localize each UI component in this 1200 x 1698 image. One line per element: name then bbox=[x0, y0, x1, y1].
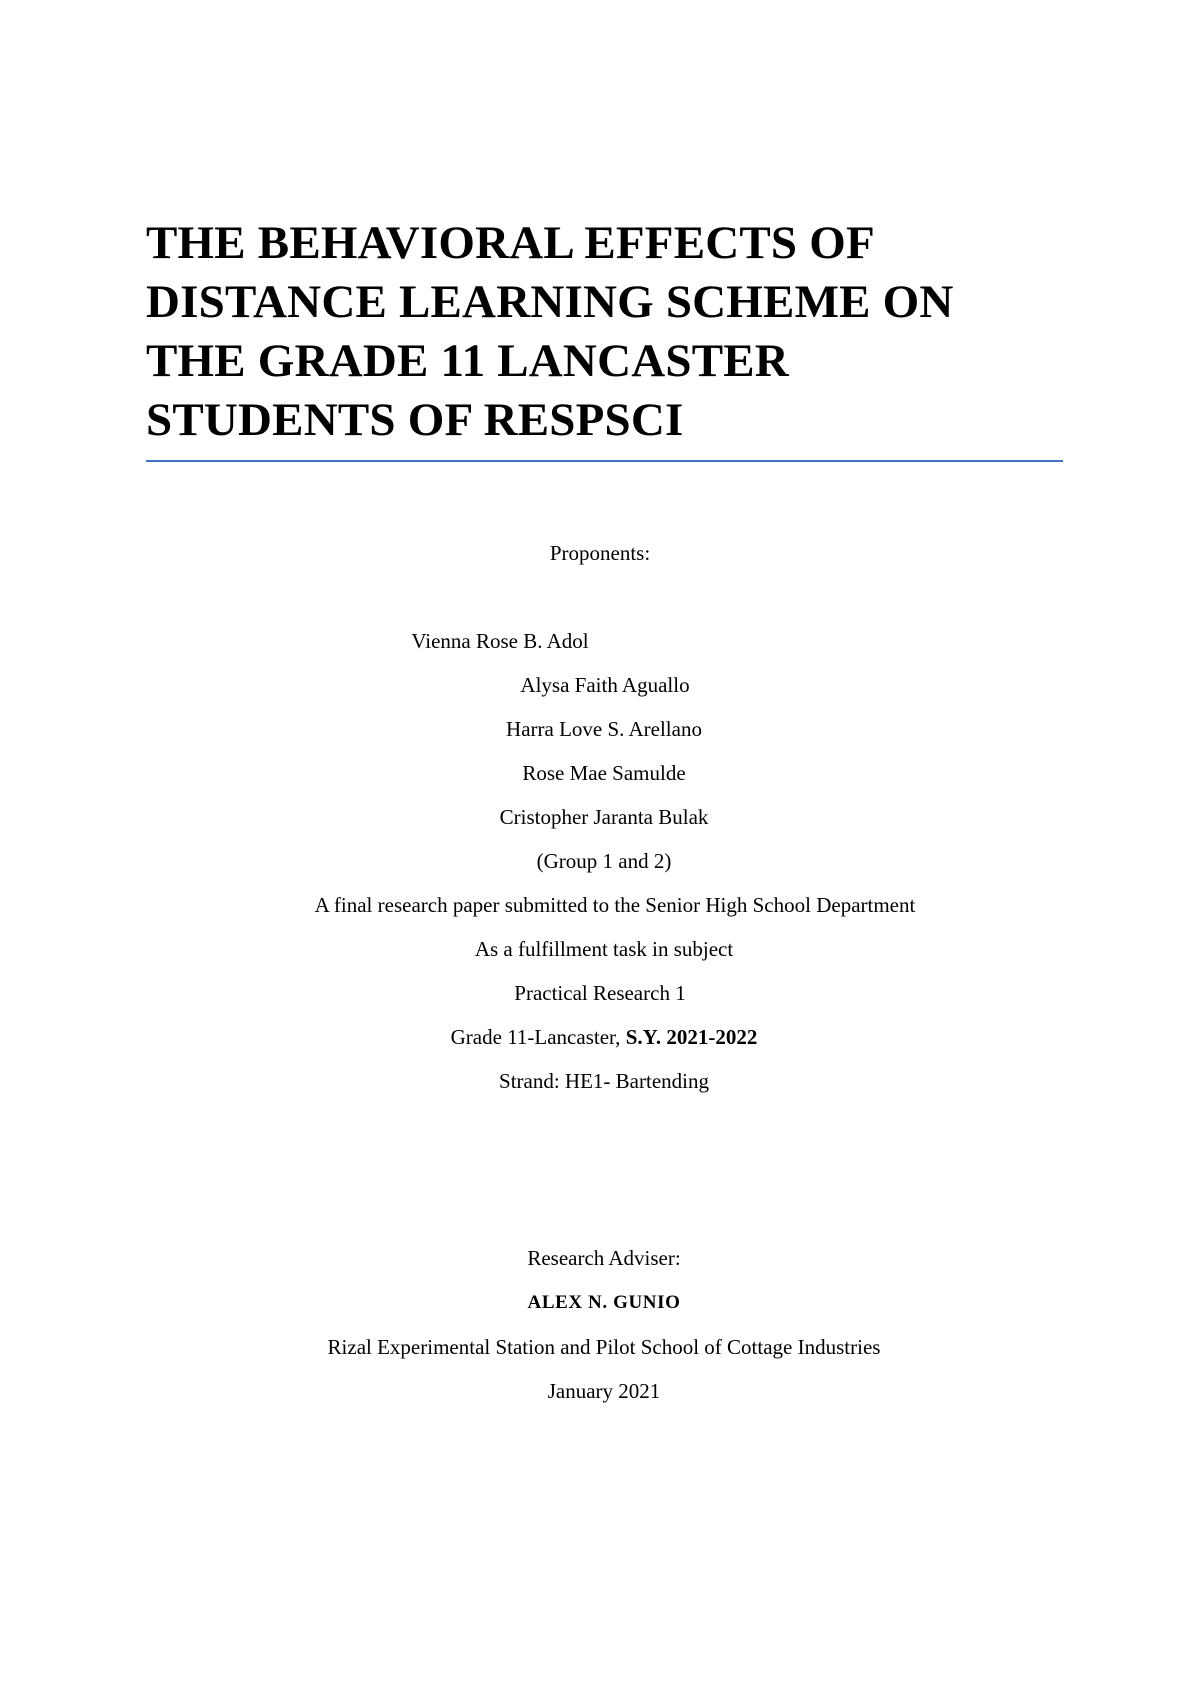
document-title bbox=[146, 214, 1066, 450]
subject-name: Practical Research 1 bbox=[514, 981, 686, 1005]
title-line-1: THE BEHAVIORAL EFFECTS OF bbox=[146, 217, 875, 269]
adviser-name: ALEX N. GUNIO bbox=[527, 1292, 681, 1313]
grade-section: Grade 11-Lancaster, bbox=[450, 1025, 626, 1049]
title-line-2: DISTANCE LEARNING SCHEME ON bbox=[146, 276, 954, 328]
proponent-name-5: Cristopher Jaranta Bulak bbox=[499, 805, 709, 829]
proponent-name-3: Harra Love S. Arellano bbox=[506, 717, 702, 741]
adviser-label: Research Adviser: bbox=[527, 1246, 681, 1270]
submission-statement: A final research paper submitted to the Senior High School Department bbox=[314, 893, 916, 917]
proponent-name-1: Vienna Rose B. Adol bbox=[411, 629, 589, 653]
title-underline-rule bbox=[146, 460, 1063, 462]
title-line-4: STUDENTS OF RESPSCI bbox=[146, 394, 684, 446]
document-date: January 2021 bbox=[547, 1379, 661, 1403]
strand: Strand: HE1- Bartending bbox=[499, 1069, 709, 1093]
school-year: S.Y. 2021-2022 bbox=[625, 1025, 758, 1049]
school-name: Rizal Experimental Station and Pilot School of Cottage Industries bbox=[327, 1335, 881, 1359]
grade-and-school-year bbox=[4, 1024, 1200, 1050]
group-note: (Group 1 and 2) bbox=[536, 849, 672, 873]
title-line-3: THE GRADE 11 LANCASTER bbox=[146, 335, 789, 387]
proponent-name-2: Alysa Faith Aguallo bbox=[520, 673, 690, 697]
proponents-label: Proponents: bbox=[549, 541, 651, 565]
fulfillment-statement: As a fulfillment task in subject bbox=[474, 937, 734, 961]
proponent-name-4: Rose Mae Samulde bbox=[522, 761, 686, 785]
